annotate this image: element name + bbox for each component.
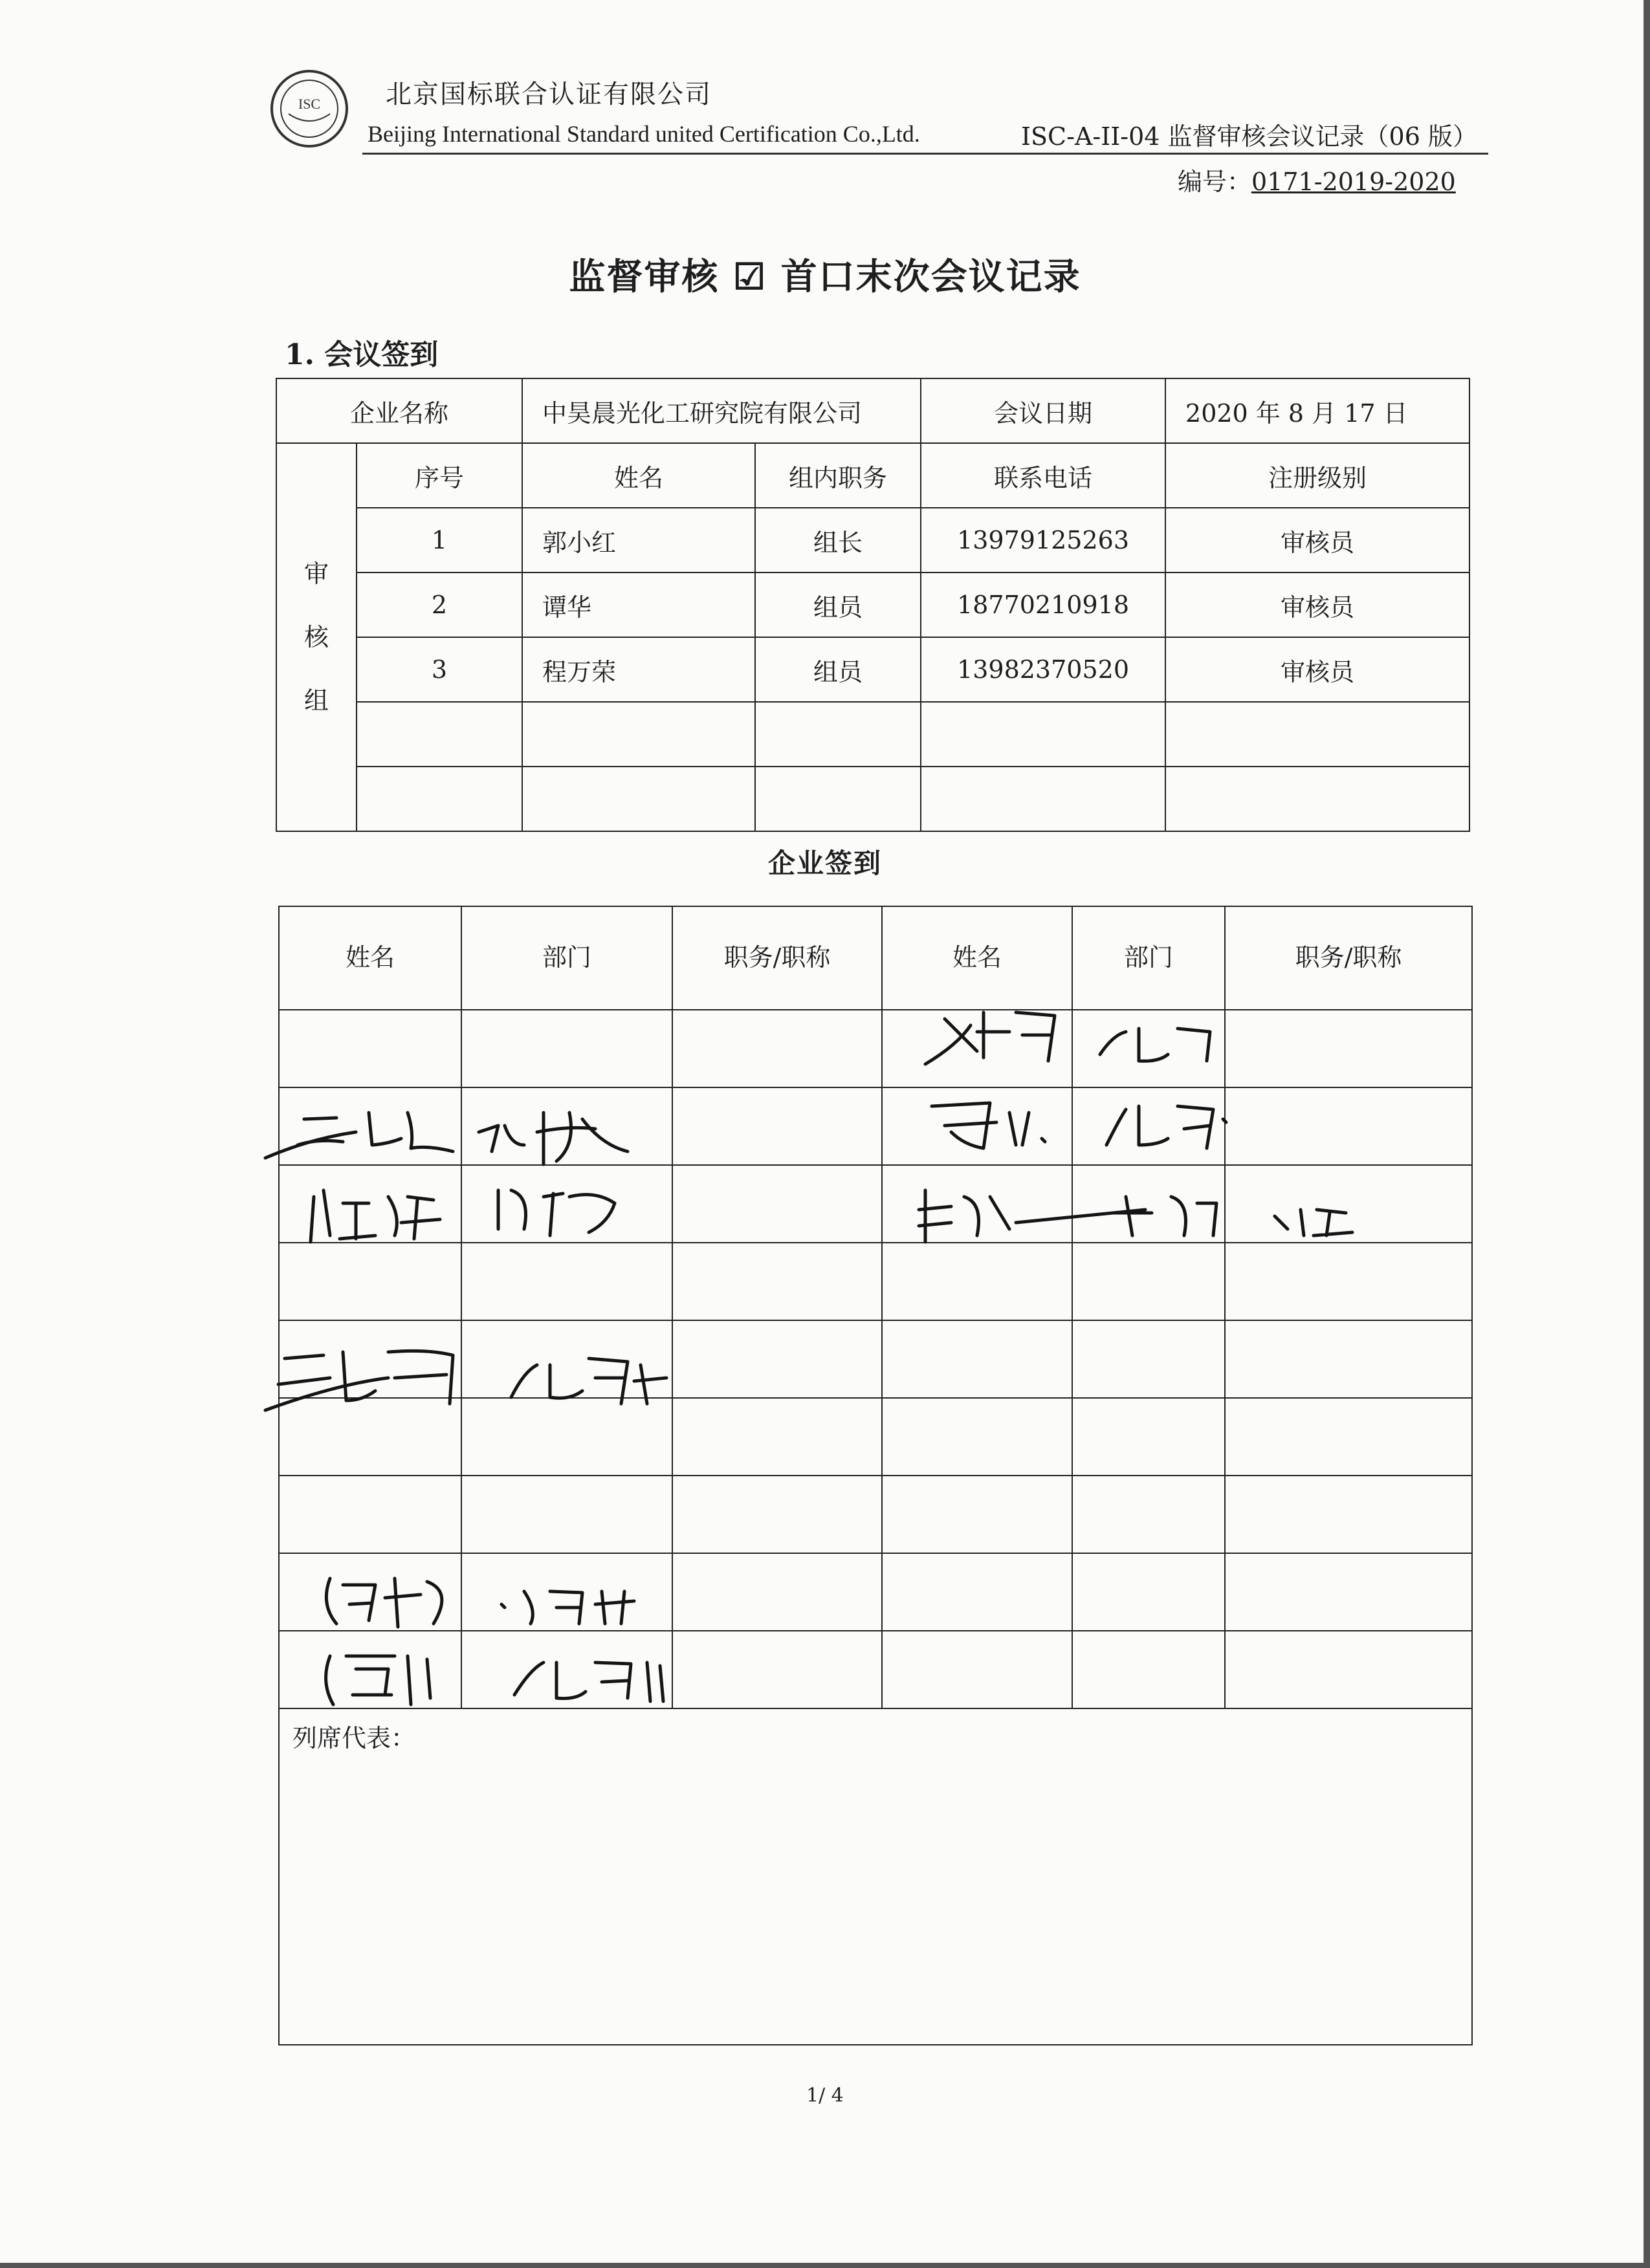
- handwritten-signature: [498, 1346, 679, 1410]
- group-char: 审: [303, 560, 329, 588]
- company-label: 企业名称: [276, 378, 522, 443]
- col-header: 部门: [461, 906, 672, 1010]
- cell: 13982370520: [921, 637, 1165, 702]
- audit-team-table: [276, 378, 1470, 832]
- cell: [357, 702, 522, 767]
- table-row: [276, 508, 1469, 572]
- cell: [1165, 702, 1469, 767]
- cell: 组长: [755, 508, 921, 572]
- team-header-row: [276, 443, 1469, 508]
- document-title: 监督审核 ☑ 首口末次会议记录: [569, 256, 1081, 298]
- section-heading: 1. 会议签到: [285, 338, 439, 371]
- cell: 组员: [755, 637, 921, 702]
- enterprise-signin-table: [278, 906, 1473, 2045]
- enterprise-signin-title: 企业签到: [767, 847, 882, 879]
- handwritten-signature: [304, 1177, 459, 1248]
- table-row: [276, 702, 1469, 767]
- handwritten-signature: [485, 1177, 634, 1242]
- col-header: 职务/职称: [1225, 906, 1472, 1010]
- remarks-label: 列席代表：: [279, 1708, 1472, 2045]
- group-char: 组: [303, 686, 329, 715]
- handwritten-signature: [919, 999, 1087, 1071]
- signin-row: [279, 1476, 1472, 1553]
- col-header: 组内职务: [755, 443, 921, 508]
- scan-edge: [0, 2263, 1650, 2268]
- cell: 郭小红: [522, 508, 755, 572]
- col-header: 姓名: [882, 906, 1072, 1010]
- cell: 审核员: [1165, 572, 1469, 637]
- col-header: 姓名: [279, 906, 461, 1010]
- cell: 2: [357, 572, 522, 637]
- handwritten-signature: [472, 1100, 641, 1171]
- col-header: 姓名: [522, 443, 755, 508]
- serial-value: 0171-2019-2020: [1251, 168, 1456, 196]
- cell: 3: [357, 637, 522, 702]
- handwritten-signature: [1094, 1016, 1223, 1067]
- cell: [755, 767, 921, 831]
- handwritten-signature: [317, 1565, 459, 1637]
- date-value: 2020 年 8 月 17 日: [1165, 378, 1469, 443]
- table-row: [276, 637, 1469, 702]
- signin-header-row: [279, 906, 1472, 1010]
- cell: [921, 767, 1165, 831]
- scan-edge: [1644, 0, 1650, 2268]
- cell: 程万荣: [522, 637, 755, 702]
- col-header: 序号: [357, 443, 522, 508]
- cell: [755, 702, 921, 767]
- cell: 审核员: [1165, 508, 1469, 572]
- handwritten-signature: [919, 1093, 1068, 1158]
- handwritten-signature: [1094, 1093, 1236, 1158]
- handwritten-signature: [912, 1177, 1236, 1255]
- table-row: [276, 572, 1469, 637]
- cell: 审核员: [1165, 637, 1469, 702]
- cell: [1165, 767, 1469, 831]
- header-rule: [362, 153, 1488, 155]
- col-header: 职务/职称: [672, 906, 882, 1010]
- signin-row: [279, 1243, 1472, 1320]
- page-number: 1/ 4: [806, 2084, 844, 2107]
- remarks-row: [279, 1708, 1472, 2045]
- col-header: 部门: [1072, 906, 1225, 1010]
- cell: [522, 702, 755, 767]
- cell: 13979125263: [921, 508, 1165, 572]
- meeting-info-row: [276, 378, 1469, 443]
- cell: [921, 702, 1165, 767]
- company-value: 中昊晨光化工研究院有限公司: [522, 378, 921, 443]
- logo-text: ISC: [298, 96, 321, 112]
- cell: [357, 767, 522, 831]
- group-char: 核: [303, 623, 329, 651]
- col-header: 注册级别: [1165, 443, 1469, 508]
- handwritten-signature: [1268, 1197, 1365, 1242]
- cell: [522, 767, 755, 831]
- col-header: 联系电话: [921, 443, 1165, 508]
- handwritten-signature: [317, 1643, 459, 1714]
- handwritten-signature: [259, 1339, 472, 1423]
- cell: 18770210918: [921, 572, 1165, 637]
- table-row: [276, 767, 1469, 831]
- handwritten-signature: [505, 1650, 686, 1708]
- cell: 组员: [755, 572, 921, 637]
- date-label: 会议日期: [921, 378, 1165, 443]
- form-code: ISC-A-II-04 监督审核会议记录（06 版）: [1021, 122, 1477, 151]
- cell: 谭华: [522, 572, 755, 637]
- company-name-en: Beijing International Standard united Certification Co.,Ltd.: [368, 121, 920, 147]
- signin-row: [279, 1010, 1472, 1087]
- serial-number: [1178, 162, 1456, 197]
- handwritten-signature: [259, 1093, 466, 1171]
- audit-group-label: [276, 443, 357, 831]
- company-name-cn: 北京国标联合认证有限公司: [386, 80, 712, 109]
- handwritten-signature: [492, 1578, 660, 1630]
- isc-logo: [269, 69, 349, 149]
- serial-label: 编号：: [1178, 168, 1252, 196]
- cell: 1: [357, 508, 522, 572]
